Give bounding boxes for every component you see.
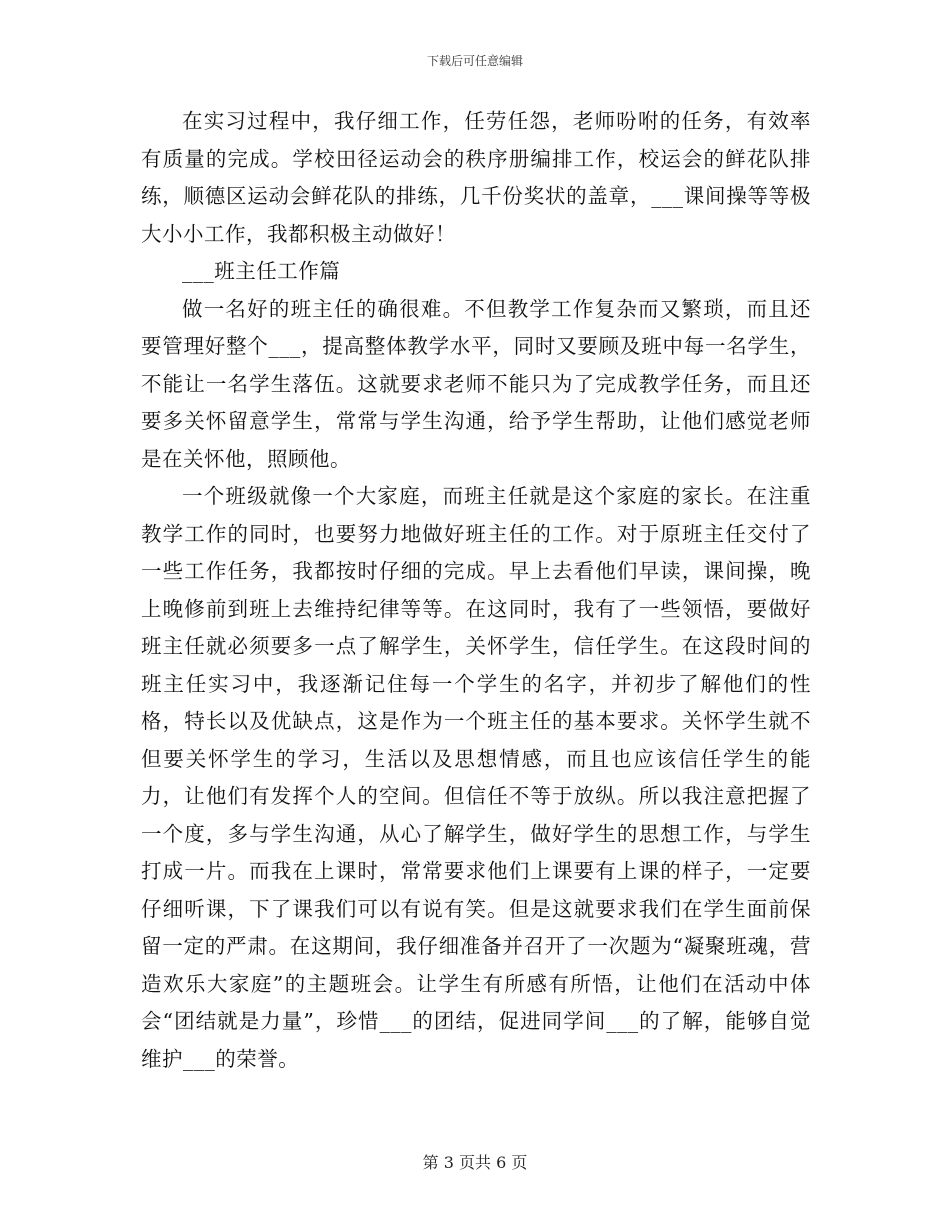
document-body <box>141 103 811 1078</box>
paragraph-class-as-family: 一个班级就像一个大家庭，而班主任就是这个家庭的家长。在注重教学工作的同时，也要努力地做好班主任的工作。对于原班主任交付了一些工作任务，我都按时仔细的完成。早上去看他们早读，课间操，晚上晚修前到班上去维持纪律等等。在这同时，我有了一些领悟，要做好班主任就必须要多一点了解学生，关怀学生，信任学生。在这段时间的班主任实习中，我逐渐记住每一个学生的名字，并初步了解他们的性格，特长以及优缺点，这是作为一个班主任的基本要求。关怀学生就不但要关怀学生的学习，生活以及思想情感，而且也应该信任学生的能力，让他们有发挥个人的空间。但信任不等于放纵。所以我注意把握了一个度，多与学生沟通，从心了解学生，做好学生的思想工作，与学生打成一片。而我在上课时，常常要求他们上课要有上课的样子，一定要仔细听课，下了课我们可以有说有笑。但是这就要求我们在学生面前保留一定的严肃。在这期间，我仔细准备并召开了一次题为“凝聚班魂，营造欢乐大家庭”的主题班会。让学生有所感有所悟，让他们在活动中体会“团结就是力量”，珍惜___的团结，促进同学间___的了解，能够自觉维护___的荣誉。 <box>141 484 811 1071</box>
section-heading-class-teacher: ___班主任工作篇 <box>182 259 341 283</box>
page-header-note: 下载后可任意编辑 <box>426 54 523 68</box>
paragraph-internship-work: 在实习过程中，我仔细工作，任劳任怨，老师吩咐的任务，有效率有质量的完成。学校田径运动会的秩序册编排工作，校运会的鲜花队排练，顺德区运动会鲜花队的排练，几千份奖状的盖章，___课间操等等极大小小工作，我都积极主动做好！ <box>141 109 811 246</box>
paragraph-class-teacher-difficulty: 做一名好的班主任的确很难。不但教学工作复杂而又繁琐，而且还要管理好整个___，提高整体教学水平，同时又要顾及班中每一名学生，不能让一名学生落伍。这就要求老师不能只为了完成教学任务，而且还要多关怀留意学生，常常与学生沟通，给予学生帮助，让他们感觉老师是在关怀他，照顾他。 <box>141 296 811 471</box>
page-number: 第 3 页共 6 页 <box>422 1153 528 1172</box>
